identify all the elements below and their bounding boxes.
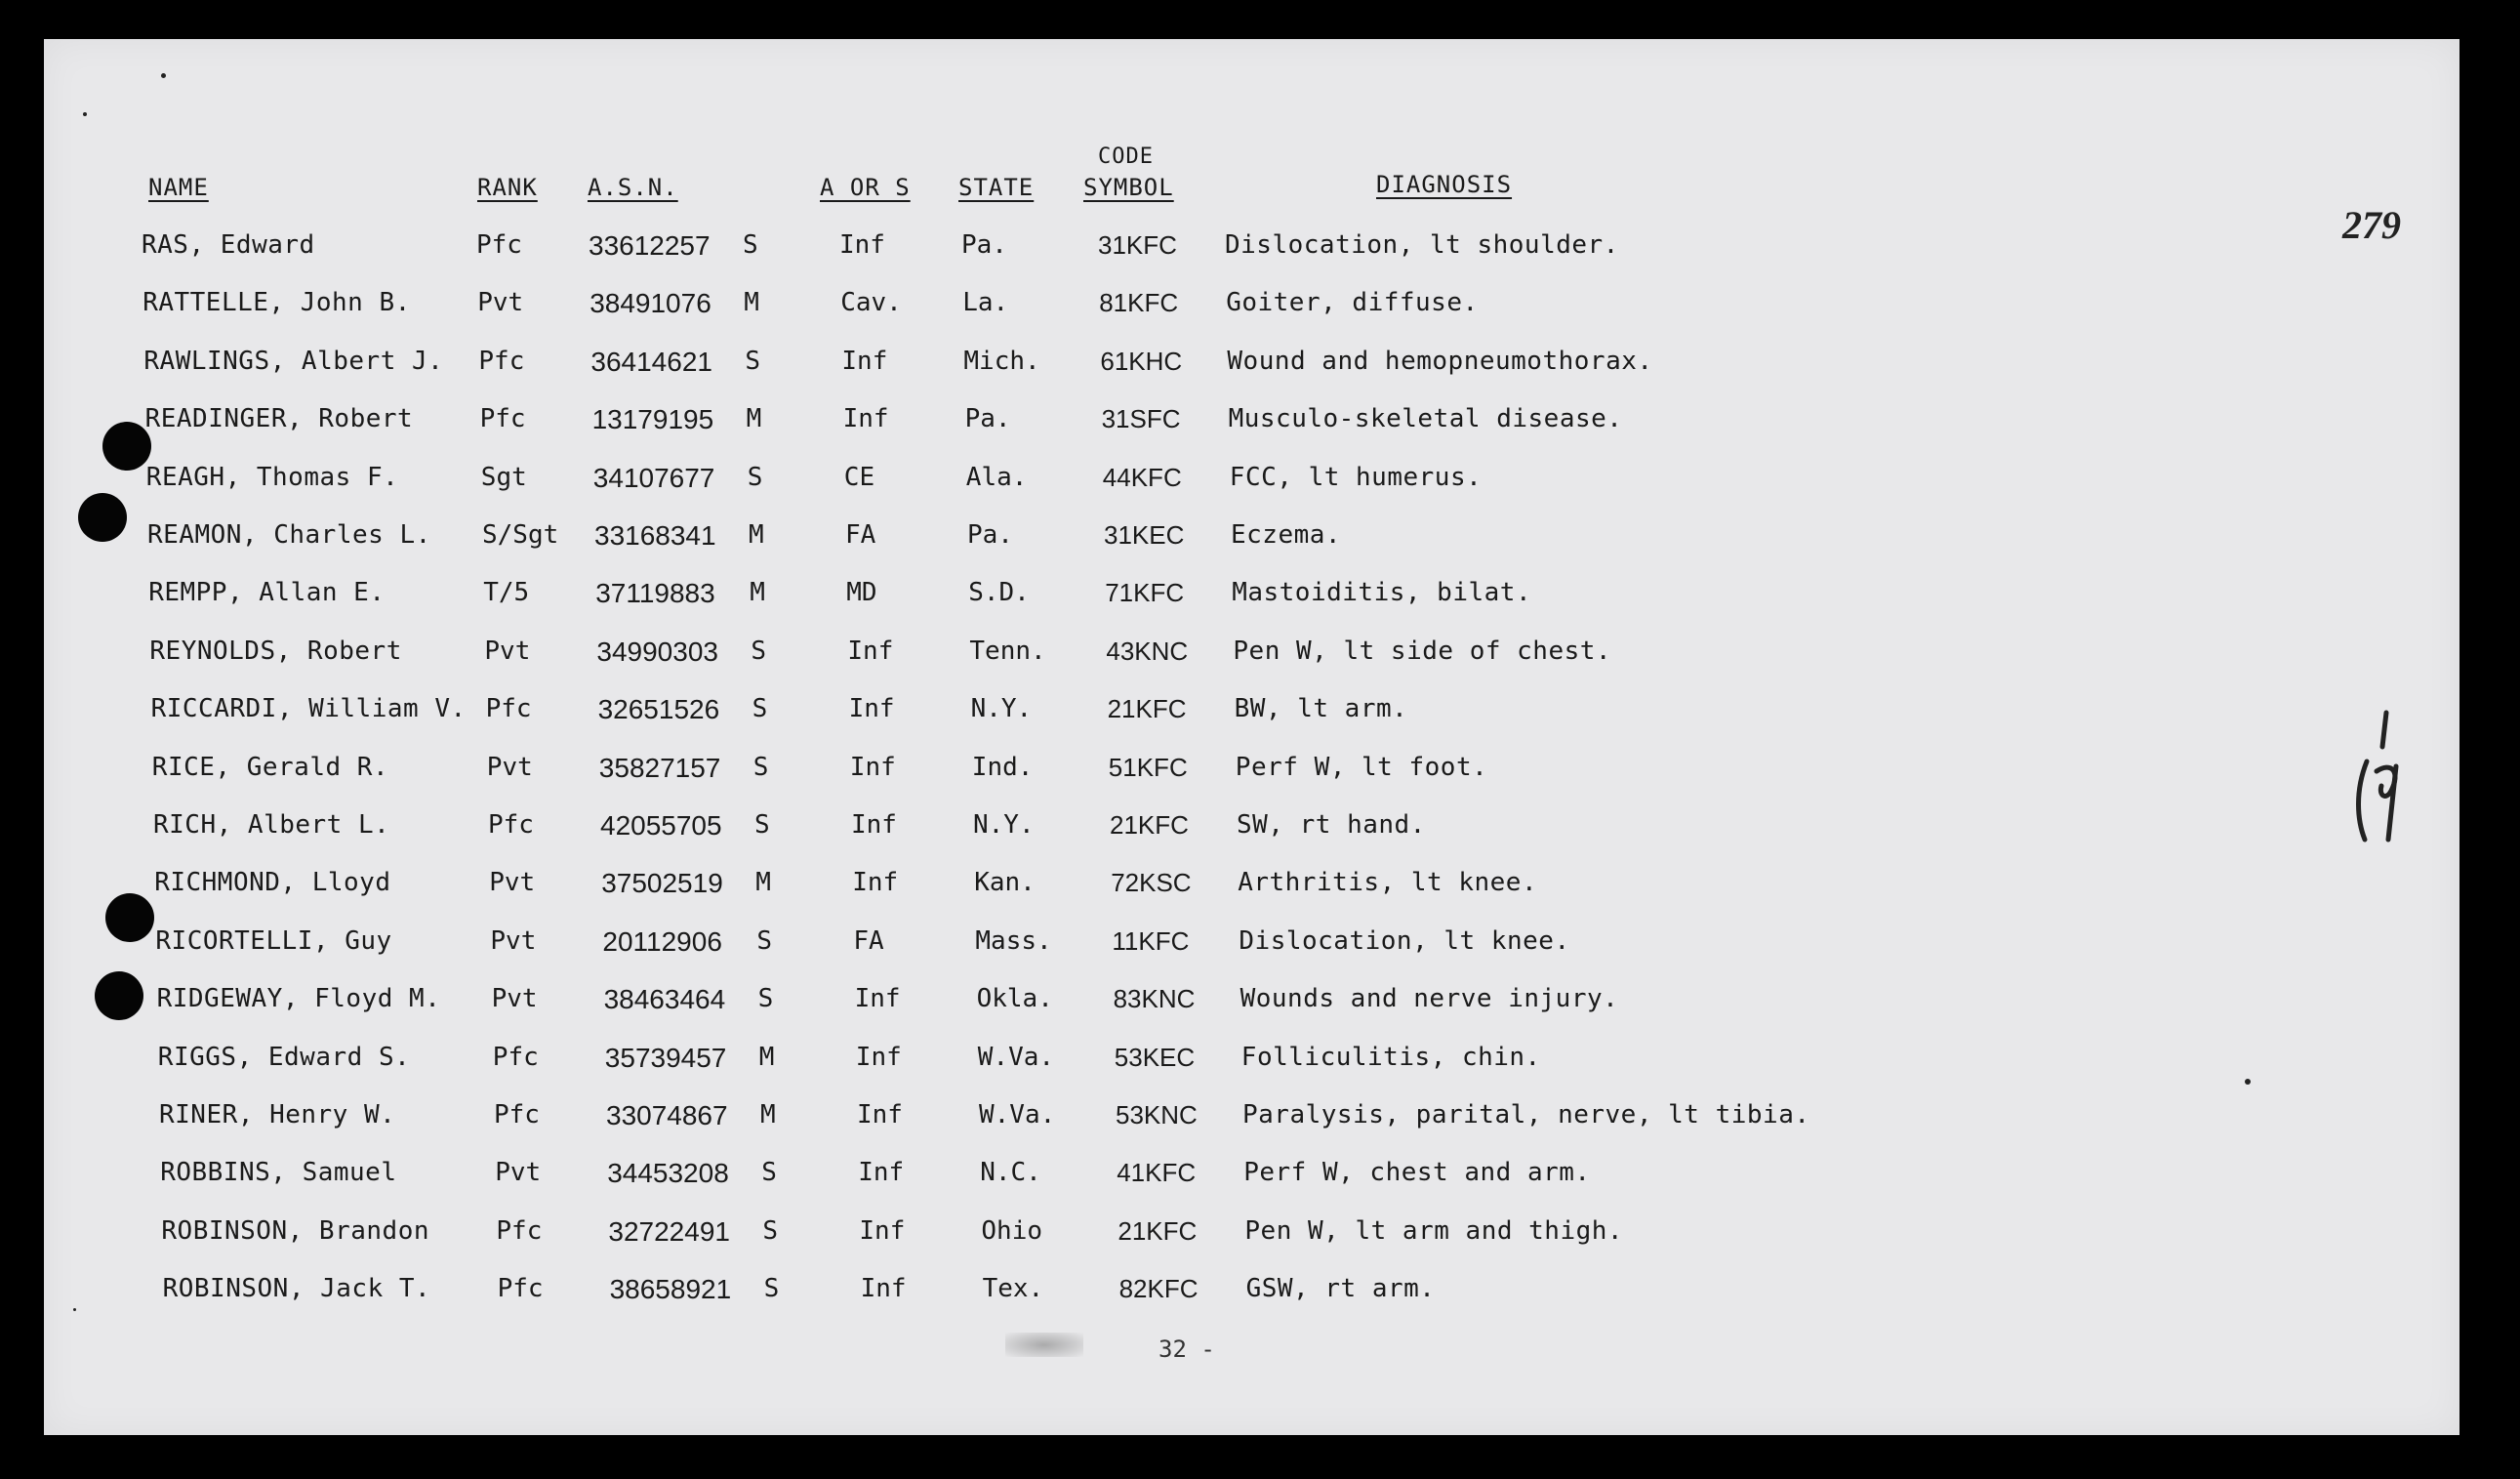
table-row: [44, 926, 2459, 965]
cell-code-symbol: 41KFC: [1117, 1158, 1197, 1188]
cell-name: RICE, Gerald R.: [151, 752, 389, 782]
cell-name: REMPP, Allan E.: [148, 578, 386, 608]
punch-hole: [78, 493, 127, 542]
cell-rank: Pfc: [497, 1274, 544, 1304]
cell-code-symbol: 83KNC: [1113, 984, 1196, 1014]
cell-rank: Pfc: [492, 1042, 539, 1072]
cell-arm: Inf: [854, 984, 901, 1014]
cell-name: RICH, Albert L.: [153, 810, 390, 840]
cell-name: RIGGS, Edward S.: [157, 1042, 411, 1072]
cell-name: REAMON, Charles L.: [147, 520, 431, 550]
cell-arm: Inf: [842, 404, 889, 434]
cell-arm: Inf: [859, 1215, 906, 1246]
cell-arm: FA: [845, 520, 876, 550]
cell-arm: MD: [846, 578, 877, 608]
cell-asn: 32722491: [608, 1215, 730, 1247]
cell-diagnosis: Dislocation, lt knee.: [1239, 925, 1570, 956]
cell-rank: Pfc: [485, 694, 532, 724]
cell-state: Ala.: [965, 462, 1028, 492]
cell-marital: M: [746, 404, 762, 434]
cell-rank: Pvt: [495, 1158, 542, 1188]
cell-rank: S/Sgt: [482, 520, 559, 550]
speck: [161, 73, 166, 78]
cell-rank: Pfc: [479, 404, 526, 434]
cell-code-symbol: 31KFC: [1098, 230, 1177, 260]
cell-arm: Inf: [860, 1274, 907, 1304]
cell-asn: 42055705: [600, 810, 722, 841]
cell-code-symbol: 82KFC: [1118, 1274, 1199, 1304]
cell-state: N.Y.: [973, 810, 1035, 840]
handwritten-mark: [2347, 703, 2416, 849]
cell-marital: M: [760, 1100, 776, 1130]
table-row: [44, 230, 2459, 269]
header-asn: A.S.N.: [588, 174, 678, 201]
cell-arm: Inf: [857, 1100, 903, 1130]
cell-diagnosis: GSW, rt arm.: [1245, 1274, 1436, 1304]
cell-marital: M: [758, 1042, 775, 1072]
cell-rank: Sgt: [480, 462, 527, 492]
cell-state: Mich.: [963, 346, 1040, 376]
cell-state: Ind.: [971, 752, 1034, 782]
header-code: CODE: [1098, 144, 1154, 169]
cell-diagnosis: Perf W, lt foot.: [1235, 752, 1488, 782]
cell-arm: FA: [853, 925, 884, 956]
cell-arm: Inf: [847, 636, 894, 666]
cell-name: RICORTELLI, Guy: [155, 925, 392, 956]
cell-marital: S: [754, 810, 770, 840]
cell-marital: S: [743, 230, 758, 260]
cell-code-symbol: 44KFC: [1102, 462, 1182, 492]
cell-diagnosis: Paralysis, parital, nerve, lt tibia.: [1242, 1100, 1810, 1130]
cell-name: RICHMOND, Lloyd: [154, 868, 391, 898]
cell-asn: 32651526: [597, 694, 720, 725]
cell-state: N.Y.: [970, 694, 1033, 724]
cell-state: Pa.: [961, 230, 1007, 260]
table-row: [44, 1100, 2459, 1139]
cell-name: ROBINSON, Brandon: [161, 1215, 429, 1246]
cell-state: Tenn.: [969, 636, 1046, 666]
cell-arm: Cav.: [840, 288, 902, 318]
cell-marital: M: [750, 578, 765, 608]
cell-diagnosis: Perf W, chest and arm.: [1243, 1158, 1591, 1188]
cell-marital: S: [756, 925, 773, 956]
cell-state: Pa.: [964, 404, 1011, 434]
cell-state: Pa.: [967, 520, 1013, 550]
cell-rank: Pfc: [476, 230, 522, 260]
cell-asn: 38463464: [603, 984, 726, 1015]
cell-marital: M: [744, 288, 759, 318]
cell-asn: 35827157: [598, 752, 721, 783]
cell-diagnosis: Wound and hemopneumothorax.: [1227, 346, 1653, 376]
header-state: STATE: [958, 174, 1035, 201]
cell-rank: Pfc: [496, 1215, 543, 1246]
cell-state: Kan.: [974, 868, 1036, 898]
table-row: [44, 810, 2459, 849]
cell-name: RATTELLE, John B.: [142, 288, 411, 318]
cell-name: RINER, Henry W.: [159, 1100, 396, 1130]
cell-diagnosis: Goiter, diffuse.: [1226, 288, 1479, 318]
cell-code-symbol: 11KFC: [1112, 925, 1190, 956]
cell-marital: S: [745, 346, 761, 376]
cell-asn: 34453208: [607, 1158, 729, 1189]
cell-code-symbol: 31KEC: [1104, 520, 1185, 550]
speck: [83, 112, 87, 116]
cell-state: S.D.: [968, 578, 1030, 608]
cell-name: RIDGEWAY, Floyd M.: [156, 984, 441, 1014]
cell-name: RAS, Edward: [142, 230, 315, 260]
page-number: 279: [2342, 203, 2401, 247]
cell-name: READINGER, Robert: [144, 404, 414, 434]
cell-diagnosis: Musculo-skeletal disease.: [1228, 404, 1623, 434]
cell-rank: Pfc: [494, 1100, 540, 1130]
cell-diagnosis: SW, rt hand.: [1237, 810, 1426, 840]
table-row: [44, 520, 2459, 559]
table-row: [44, 1274, 2459, 1313]
header-diagnosis: DIAGNOSIS: [1376, 171, 1513, 198]
speck: [73, 1308, 76, 1311]
cell-marital: M: [749, 520, 764, 550]
table-row: [44, 578, 2459, 617]
cell-name: ROBINSON, Jack T.: [162, 1274, 431, 1304]
cell-rank: Pfc: [478, 346, 525, 376]
cell-diagnosis: BW, lt arm.: [1234, 694, 1408, 724]
ink-smudge: [1005, 1333, 1083, 1357]
cell-asn: 34990303: [596, 636, 718, 667]
footer-page-number: 32 -: [1158, 1335, 1215, 1363]
cell-code-symbol: 71KFC: [1105, 578, 1185, 608]
cell-arm: Inf: [839, 230, 885, 260]
cell-diagnosis: Arthritis, lt knee.: [1238, 868, 1538, 898]
cell-marital: S: [761, 1158, 777, 1188]
cell-name: RICCARDI, William V.: [150, 694, 467, 724]
cell-rank: Pvt: [486, 752, 533, 782]
cell-arm: Inf: [848, 694, 895, 724]
document-page: [44, 39, 2459, 1435]
cell-code-symbol: 53KEC: [1114, 1042, 1196, 1072]
cell-asn: 33612257: [589, 230, 711, 261]
cell-rank: Pvt: [491, 984, 538, 1014]
cell-code-symbol: 21KFC: [1118, 1215, 1198, 1246]
table-row: [44, 868, 2459, 907]
cell-diagnosis: Mastoiditis, bilat.: [1232, 578, 1532, 608]
cell-marital: S: [752, 694, 768, 724]
cell-code-symbol: 61KHC: [1100, 346, 1183, 376]
cell-diagnosis: Dislocation, lt shoulder.: [1225, 230, 1619, 260]
cell-marital: S: [757, 984, 774, 1014]
cell-rank: Pfc: [488, 810, 534, 840]
cell-state: Tex.: [982, 1274, 1044, 1304]
cell-marital: M: [755, 868, 771, 898]
cell-name: ROBBINS, Samuel: [160, 1158, 397, 1188]
punch-hole: [102, 422, 151, 471]
cell-diagnosis: Folliculitis, chin.: [1240, 1042, 1541, 1072]
cell-marital: S: [762, 1215, 779, 1246]
cell-arm: Inf: [858, 1158, 905, 1188]
cell-marital: S: [763, 1274, 780, 1304]
cell-name: REYNOLDS, Robert: [149, 636, 402, 666]
cell-state: La.: [962, 288, 1009, 318]
cell-state: Okla.: [976, 984, 1053, 1014]
cell-state: N.C.: [980, 1158, 1041, 1188]
table-row: [44, 1158, 2459, 1197]
cell-rank: Pvt: [490, 925, 537, 956]
cell-asn: 36414621: [590, 346, 712, 377]
cell-arm: Inf: [841, 346, 888, 376]
cell-marital: S: [747, 462, 763, 492]
cell-rank: Pvt: [477, 288, 524, 318]
cell-code-symbol: 72KSC: [1111, 868, 1192, 898]
cell-name: RAWLINGS, Albert J.: [143, 346, 444, 376]
cell-marital: S: [751, 636, 767, 666]
cell-code-symbol: 81KFC: [1099, 288, 1179, 318]
cell-state: W.Va.: [979, 1100, 1056, 1130]
table-row: [44, 463, 2459, 502]
cell-name: REAGH, Thomas F.: [145, 462, 399, 492]
cell-asn: 33074867: [606, 1100, 728, 1130]
cell-arm: Inf: [851, 810, 897, 840]
cell-state: Mass.: [975, 925, 1052, 956]
cell-asn: 13179195: [591, 404, 714, 435]
cell-asn: 38658921: [609, 1274, 732, 1305]
table-row: [44, 288, 2459, 327]
cell-marital: S: [752, 752, 769, 782]
table-row: [44, 694, 2459, 733]
table-row: [44, 1043, 2459, 1082]
table-row: [44, 1216, 2459, 1255]
cell-diagnosis: FCC, lt humerus.: [1229, 462, 1483, 492]
cell-asn: 20112906: [602, 925, 722, 957]
speck: [2245, 1079, 2251, 1085]
header-name: NAME: [148, 174, 209, 201]
cell-asn: 38491076: [589, 288, 711, 319]
cell-asn: 37119883: [595, 578, 715, 609]
cell-diagnosis: Pen W, lt side of chest.: [1233, 636, 1612, 666]
cell-arm: Inf: [849, 752, 896, 782]
cell-state: W.Va.: [977, 1042, 1055, 1072]
header-a-or-s: A OR S: [820, 174, 911, 201]
cell-arm: CE: [843, 462, 875, 492]
cell-code-symbol: 21KFC: [1110, 810, 1189, 840]
header-symbol: SYMBOL: [1083, 174, 1174, 201]
cell-code-symbol: 31SFC: [1101, 404, 1181, 434]
cell-diagnosis: Wounds and nerve injury.: [1240, 984, 1619, 1014]
cell-code-symbol: 53KNC: [1116, 1100, 1198, 1130]
cell-diagnosis: Eczema.: [1231, 520, 1342, 550]
table-row: [44, 347, 2459, 386]
cell-rank: Pvt: [489, 868, 536, 898]
cell-code-symbol: 21KFC: [1107, 694, 1187, 724]
cell-diagnosis: Pen W, lt arm and thigh.: [1244, 1215, 1624, 1246]
cell-asn: 37502519: [601, 868, 723, 899]
punch-hole: [95, 971, 143, 1020]
cell-asn: 35739457: [604, 1042, 727, 1073]
table-row: [44, 984, 2459, 1023]
cell-arm: Inf: [855, 1042, 902, 1072]
cell-code-symbol: 43KNC: [1106, 636, 1189, 666]
cell-asn: 33168341: [594, 520, 716, 551]
punch-hole: [105, 893, 154, 942]
cell-rank: Pvt: [484, 636, 531, 666]
cell-rank: T/5: [483, 578, 530, 608]
header-rank: RANK: [477, 174, 538, 201]
table-row: [44, 637, 2459, 676]
cell-asn: 34107677: [592, 462, 715, 493]
table-row: [44, 404, 2459, 443]
cell-state: Ohio: [981, 1215, 1043, 1246]
cell-code-symbol: 51KFC: [1108, 752, 1188, 782]
cell-arm: Inf: [852, 868, 899, 898]
table-row: [44, 753, 2459, 792]
